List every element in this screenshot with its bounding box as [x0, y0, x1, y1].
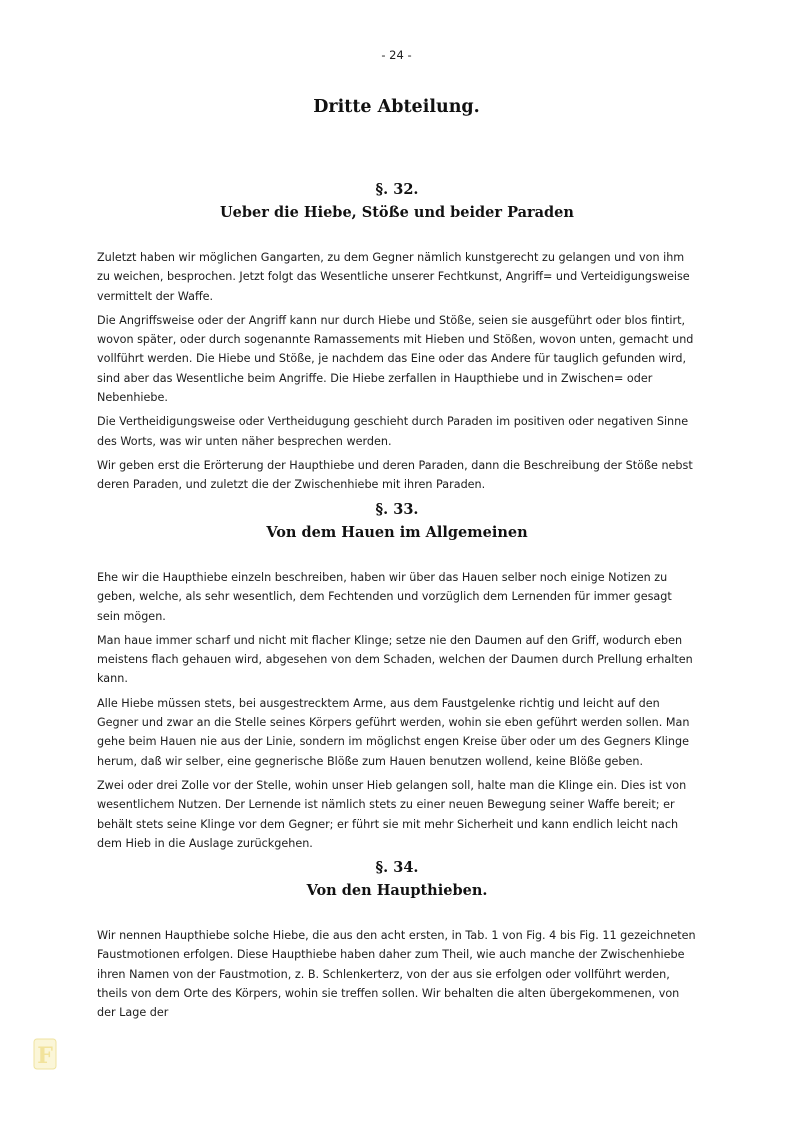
- paragraph: Ehe wir die Haupthiebe einzeln beschreiben, haben wir über das Hauen selber noch einige Notizen zu geben, welche, als sehr wesentlich, dem Fechtenden und vorzüglich dem Lernenden für immer gesagt sein mögen.: [97, 571, 672, 623]
- section-34: [97, 858, 697, 1027]
- section-number: §. 33.: [375, 501, 419, 518]
- paragraph: Wir geben erst die Erörterung der Haupthiebe und deren Paraden, dann die Beschreibung der Stöße nebst deren Paraden, und zuletzt die der Zwischenhiebe mit ihren Paraden.: [97, 458, 693, 492]
- paragraph: Zuletzt haben wir möglichen Gangarten, zu dem Gegner nämlich kunstgerecht zu gelangen und von ihm zu weichen, besprochen. Jetzt folgt das Wesentliche unserer Fechtkunst, Angriff= und Verteidigungsweise vermittelt der Waffe.: [97, 251, 690, 303]
- section-body: [97, 248, 697, 495]
- paragraph: Die Vertheidigungsweise oder Vertheidugung geschieht durch Paraden im positiven oder negativen Sinne des Worts, was wir unten näher besprechen werden.: [97, 415, 689, 448]
- section-title: Ueber die Hiebe, Stöße und beider Paraden: [220, 204, 574, 221]
- paragraph: Die Angriffsweise oder der Angriff kann nur durch Hiebe und Stöße, seien sie ausgeführt oder blos fintirt, wovon später, oder durch sogenannte Ramassements mit Hieben und Stößen, wovon unten, gemacht und vollführt werden. Die Hiebe und Stöße, je nachdem das Eine oder das Andere für tauglich gefunden wird, sind aber das Wesentliche beim Angriffe. Die Hiebe zerfallen in Haupthiebe und in Zwischen= oder Nebenhiebe.: [97, 313, 694, 405]
- part-title: Dritte Abteilung.: [313, 97, 480, 117]
- paragraph: Wir nennen Haupthiebe solche Hiebe, die aus den acht ersten, in Tab. 1 von Fig. 4 bis Fig. 11 gezeichneten Faustmotionen erfolgen. Diese Haupthiebe haben daher zum Theil, wie auch manche der Zwischenhiebe ihren Namen von der Faustmotion, z. B. Schlenkerterz, von der aus sie erfolgen oder vollführt werden, theils von dem Orte des Körpers, wohin sie treffen sollen. Wir behalten die alten übergekommenen, von der Lage der: [97, 929, 696, 1020]
- watermark-logo: [30, 1036, 60, 1072]
- watermark-icon: [30, 1036, 60, 1072]
- section-33: [97, 500, 697, 858]
- section-title: Von dem Hauen im Allgemeinen: [266, 524, 528, 541]
- section-title: Von den Haupthieben.: [306, 882, 488, 899]
- paragraph: Man haue immer scharf und nicht mit flacher Klinge; setze nie den Daumen auf den Griff, wodurch eben meistens flach gehauen wird, abgesehen von dem Schaden, welchen der Daumen durch Prellung erhalten kann.: [97, 633, 693, 686]
- section-body: [97, 568, 697, 853]
- paragraph: Alle Hiebe müssen stets, bei ausgestrecktem Arme, aus dem Faustgelenke richtig und leicht auf den Gegner und zwar an die Stelle seines Körpers geführt werden, wohin sie eben geführt werden sollen. Man gehe beim Hauen nie aus der Linie, sondern im möglichst engen Kreise über oder um des Gegners Klinge herum, daß wir selber, eine gegnerische Blöße zum Hauen benutzen wollend, keine Blöße geben.: [97, 696, 690, 768]
- section-body: [97, 926, 697, 1022]
- section-number: §. 32.: [375, 181, 419, 198]
- paragraph: Zwei oder drei Zolle vor der Stelle, wohin unser Hieb gelangen soll, halte man die Klinge ein. Dies ist von wesentlichem Nutzen. Der Lernende ist nämlich stets zu einer neuen Bewegung seiner Waffe bereit; er behält stets seine Klinge vor dem Gegner; er führt sie mit mehr Sicherheit und kann endlich leicht nach dem Hieb in die Auslage zurückgehen.: [97, 778, 687, 850]
- page-number: - 24 -: [381, 48, 412, 62]
- watermark-letter: F: [37, 1043, 53, 1069]
- section-32: [97, 180, 697, 500]
- section-number: §. 34.: [375, 859, 419, 876]
